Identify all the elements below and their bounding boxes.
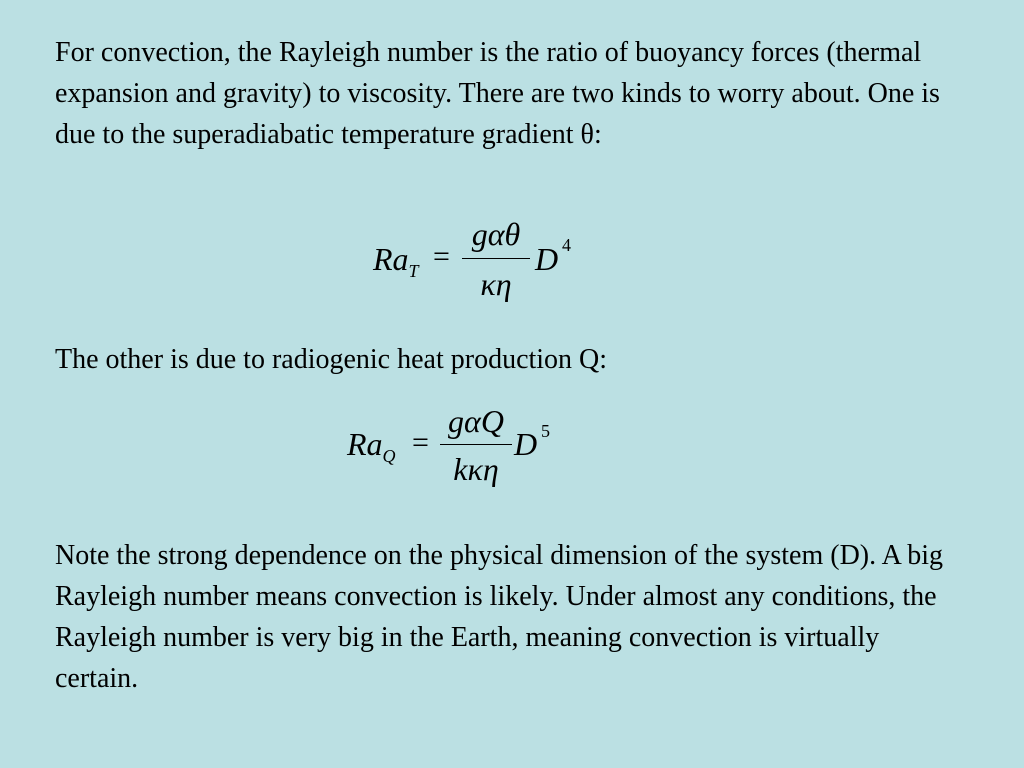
radiogenic-eq-fraction-bar [440,444,512,445]
thermal-eq-denominator: κη [480,266,512,302]
radiogenic-eq-lhs-base: Ra [347,426,383,462]
thermal-eq-lhs-subscript: T [408,261,419,281]
radiogenic-paragraph: The other is due to radiogenic heat production Q: [55,344,608,375]
thermal-eq-numerator: gαθ [471,216,521,252]
thermal-eq-rhs-base: D [535,241,559,277]
thermal-eq-lhs-base: Ra [373,241,409,277]
thermal-eq-equals: = [433,240,450,273]
radiogenic-eq-lhs-subscript: Q [382,446,396,466]
radiogenic-eq-rhs-base: D [514,426,538,462]
radiogenic-eq-numerator: gαQ [448,403,504,439]
note-paragraph: Note the strong dependence on the physical dimension of the system (D). A big Rayleigh number means convection is likely. Under almost any conditions, the Rayleigh number is very big in the Earth, meaning convection is virtually certain. [55,540,944,694]
intro-paragraph: For convection, the Rayleigh number is the ratio of buoyancy forces (thermal expansion and gravity) to viscosity. There are two kinds to worry about. One is due to the superadiabatic temperature gradient θ: [55,37,940,150]
thermal-eq-fraction-bar [462,258,530,259]
thermal-eq-lhs [373,241,419,281]
radiogenic-eq-lhs [347,426,396,466]
radiogenic-eq-equals: = [412,426,429,459]
thermal-eq-rhs-exponent: 4 [562,235,571,255]
radiogenic-eq-denominator: kκη [453,451,499,487]
radiogenic-eq-rhs-exponent: 5 [541,421,550,441]
